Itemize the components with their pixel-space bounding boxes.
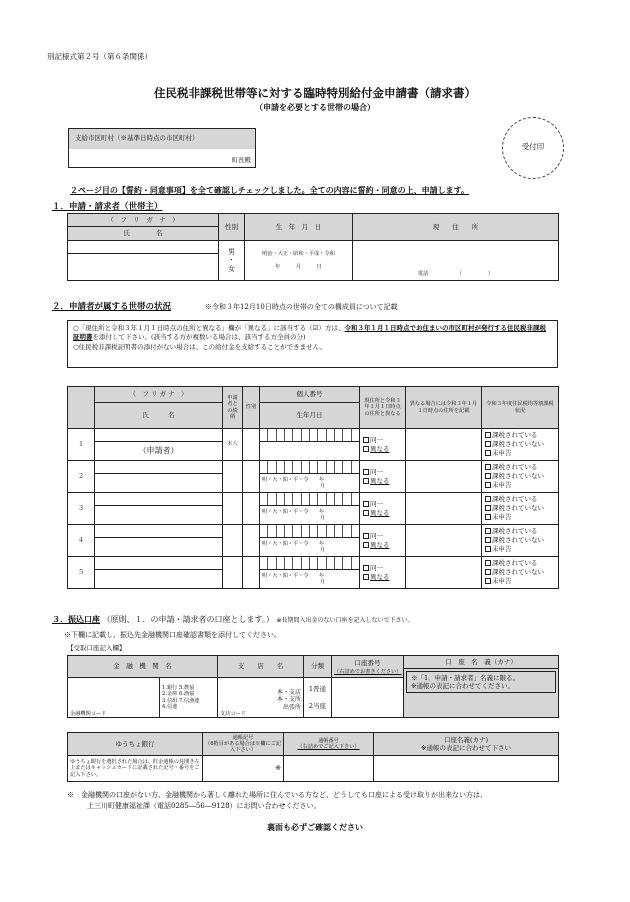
- row-tax-checkbox[interactable]: 課税されている 課税されていない 未申告: [482, 461, 559, 493]
- footer-note-2: 上三川町健康福祉課（電話0285―56―9128）にお問い合わせください。: [87, 802, 321, 810]
- row-relation-input[interactable]: [223, 557, 243, 589]
- bank-name-header: 金 融 機 関 名: [68, 656, 218, 678]
- kana-input[interactable]: [374, 756, 559, 782]
- municipality-box[interactable]: [68, 128, 256, 168]
- address-input[interactable]: [353, 241, 559, 281]
- col-id: 個人番号: [260, 387, 360, 403]
- mayor-label: 町長殿: [231, 156, 251, 164]
- col-relation: 申請者との続柄: [223, 387, 243, 429]
- row-name-input[interactable]: （申請者）: [95, 442, 223, 461]
- category-header: 分類: [304, 656, 332, 678]
- row-relation-input[interactable]: [223, 493, 243, 525]
- row-furigana-input[interactable]: [95, 429, 223, 442]
- furigana-header: （ フ リ ガ ナ ）: [68, 214, 219, 227]
- row-number: ３: [68, 493, 95, 525]
- row-id-input[interactable]: [260, 429, 360, 442]
- birth-header: 生 年 月 日: [245, 214, 353, 241]
- page-title: 住民税非課税世帯等に対する臨時特別給付金申請書（請求書）: [154, 86, 476, 100]
- yucho-note: ゆうちょ銀行を選択された場合は、貯金通帳の見開き左上またはキャッシュカードに記載された記号・番号をご記入下さい。: [68, 756, 203, 782]
- row-birth-input[interactable]: 明・大・昭・平・令 年 月: [260, 538, 360, 557]
- row-birth-input[interactable]: 明・大・昭・平・令 年 月: [260, 506, 360, 525]
- row-furigana-input[interactable]: [95, 525, 223, 538]
- col-tax: 令和３年度住民税均等割課税状況: [482, 387, 559, 429]
- row-id-input[interactable]: [260, 525, 360, 538]
- row-gender-input[interactable]: [243, 493, 260, 525]
- row-address-checkbox[interactable]: 同一 異なる: [360, 557, 406, 589]
- row-prev-address-input[interactable]: [406, 557, 482, 589]
- row-furigana-input[interactable]: [95, 493, 223, 506]
- section2-note: ※令和３年12月10日時点の世帯の全ての構成員について記載: [205, 303, 398, 311]
- municipality-label: 支給市区町村（※基準日時点の市区町村）: [69, 129, 255, 149]
- info-box: ○「現住所と令和３年１月１日時点の住所と異なる」欄が「異なる」に該当する（☑）方は、令和３年１月１日時点でお住まいの市区町村が発行する住民税非課税証明書を添付して下さい。(該当する方が複数いる場合は、該当する方全員の分) ○住民税非課税証明書の添付がない場合は、この給付金を支給することができません。: [67, 320, 558, 368]
- row-birth-input[interactable]: [260, 442, 360, 461]
- row-address-checkbox[interactable]: 同一 異なる: [360, 461, 406, 493]
- household-table: [67, 386, 559, 589]
- row-birth-input[interactable]: 明・大・昭・平・令 年 月: [260, 474, 360, 493]
- row-tax-checkbox[interactable]: 課税されている 課税されていない 未申告: [482, 525, 559, 557]
- row-address-checkbox[interactable]: 同一 異なる: [360, 429, 406, 461]
- row-number: １: [68, 429, 95, 461]
- name-input[interactable]: [68, 254, 219, 281]
- long-term-note: ※長期間入出金のない口座を記入しないで下さい。: [276, 617, 414, 624]
- col-address-diff: 現住所と令和３年１月１日時点の住所と異なる: [360, 387, 406, 429]
- row-prev-address-input[interactable]: [406, 525, 482, 557]
- row-gender-input[interactable]: [243, 429, 260, 461]
- bank-type-options[interactable]: 1.銀行 5.農協 2.金庫 6.漁協 3.信組 7.信漁連 4.信連: [160, 678, 218, 718]
- section2-heading: ２．申請者が属する世帯の状況: [52, 302, 172, 312]
- row-prev-address-input[interactable]: [406, 493, 482, 525]
- footer-note-1: ※ 金融機関の口座がない方、金融機関から著しく離れた場所に住んでいる方など、どうしても口座による受け取りが出来ない方は、: [67, 791, 487, 799]
- row-prev-address-input[interactable]: [406, 429, 482, 461]
- pledge-text: ２ページ目の【誓約・同意事項】を全て確認しチェックしました。全ての内容に誓約・同意の上、申請します。: [70, 185, 469, 195]
- row-gender-input[interactable]: [243, 525, 260, 557]
- row-furigana-input[interactable]: [95, 557, 223, 570]
- row-tax-checkbox[interactable]: 課税されている 課税されていない 未申告: [482, 429, 559, 461]
- row-number: ４: [68, 525, 95, 557]
- section3-heading: ３．振込口座: [52, 614, 100, 624]
- row-id-input[interactable]: [260, 493, 360, 506]
- yucho-table: [67, 732, 559, 782]
- yucho-header: ゆうちょ銀行: [68, 733, 203, 756]
- row-relation-input[interactable]: 本人: [223, 429, 243, 461]
- row-id-input[interactable]: [260, 461, 360, 474]
- row-tax-checkbox[interactable]: 課税されている 課税されていない 未申告: [482, 493, 559, 525]
- receive-label: 【受取口座記入欄】: [67, 644, 126, 652]
- row-address-checkbox[interactable]: 同一 異なる: [360, 493, 406, 525]
- passbook-symbol-input[interactable]: ※: [203, 756, 284, 782]
- account-number-header: 口座番号 （右詰めでお書きください）: [332, 656, 404, 678]
- row-furigana-input[interactable]: [95, 461, 223, 474]
- col-name: 氏 名: [95, 403, 223, 429]
- col-birth: 生年月日: [260, 403, 360, 429]
- phone-field[interactable]: 電話 （ ）: [417, 270, 494, 277]
- reception-stamp: [502, 117, 564, 179]
- household-row: [68, 461, 559, 474]
- kana-header: 口座名義(カナ) ※通帳の表記に合わせて下さい: [374, 733, 559, 756]
- passbook-number-input[interactable]: [284, 756, 374, 782]
- row-gender-input[interactable]: [243, 461, 260, 493]
- applicant-table: [67, 213, 559, 281]
- branch-name-input[interactable]: 本・支店 本・支所 出張所 支店コード: [218, 678, 304, 718]
- section3-note: （原則、１．の申請・請求者の口座とします。）: [102, 615, 274, 624]
- household-row: [68, 557, 559, 570]
- name-header: 氏 名: [68, 227, 219, 241]
- row-name-input[interactable]: [95, 474, 223, 493]
- furigana-input[interactable]: [68, 241, 219, 254]
- stamp-label: 受付印: [521, 142, 545, 151]
- page-subtitle: （申請を必要とする世帯の場合）: [255, 102, 375, 112]
- row-relation-input[interactable]: [223, 525, 243, 557]
- passbook-symbol-header: 通帳記号 （6桁目がある場合は※欄にご記入下さい）: [203, 733, 284, 756]
- account-number-input[interactable]: [332, 678, 404, 718]
- holder-cell: 口 座 名 義（カナ） ※「1．申請・請求者」名義に限る。 ※通帳の表記に合わせてください。: [404, 656, 559, 718]
- household-row: [68, 493, 559, 506]
- row-number: ５: [68, 557, 95, 589]
- birth-input[interactable]: 明治・大正・昭和・平成・令和 年 月 日: [245, 241, 353, 281]
- section3-heading-wrap: [52, 614, 413, 625]
- attach-note: ※下欄に記載し、振込先金融機関口座確認書類を添付してください。: [64, 631, 281, 639]
- bank-name-input[interactable]: 金融機関コード: [68, 678, 160, 718]
- address-header: 現 住 所: [353, 214, 559, 241]
- row-name-input[interactable]: [95, 538, 223, 557]
- form-number: 別記様式第２号（第６条関係）: [47, 52, 152, 61]
- row-gender-input[interactable]: [243, 557, 260, 589]
- gender-select[interactable]: 男 ・ 女: [219, 241, 245, 281]
- col-furigana: （ フ リ ガ ナ ）: [95, 387, 223, 403]
- account-type-select[interactable]: 1普通 2当座: [304, 678, 332, 718]
- back-side-note: 裏面も必ずご確認ください: [267, 822, 363, 832]
- row-birth-input[interactable]: 明・大・昭・平・令 年 月: [260, 570, 360, 589]
- row-prev-address-input[interactable]: [406, 461, 482, 493]
- household-row: [68, 429, 559, 442]
- row-number: ２: [68, 461, 95, 493]
- branch-name-header: 支 店 名: [218, 656, 304, 678]
- row-tax-checkbox[interactable]: 課税されている 課税されていない 未申告: [482, 557, 559, 589]
- row-name-input[interactable]: [95, 570, 223, 589]
- gender-header: 性別: [219, 214, 245, 241]
- bank-table: [67, 655, 559, 718]
- passbook-number-header: 通帳番号 （右詰めでご記入下さい）: [284, 733, 374, 756]
- row-address-checkbox[interactable]: 同一 異なる: [360, 525, 406, 557]
- household-row: [68, 525, 559, 538]
- row-id-input[interactable]: [260, 557, 360, 570]
- col-prev-address: 異なる場合には令和３年１月１日時点の住所を記載: [406, 387, 482, 429]
- col-gender: 性別: [243, 387, 260, 429]
- row-name-input[interactable]: [95, 506, 223, 525]
- row-relation-input[interactable]: [223, 461, 243, 493]
- section1-heading: １．申請・請求者（世帯主）: [52, 202, 163, 212]
